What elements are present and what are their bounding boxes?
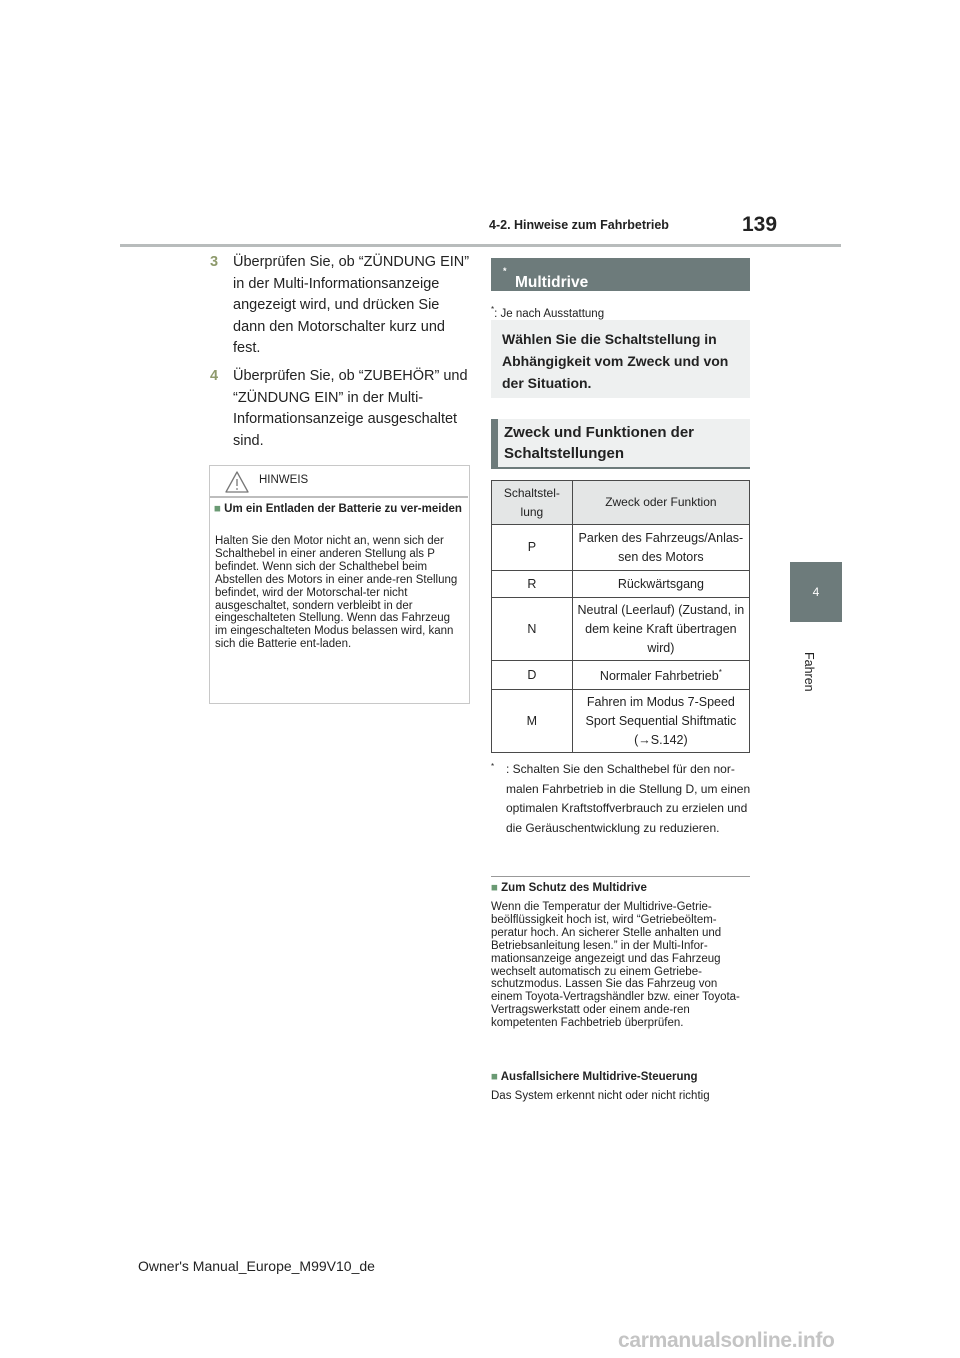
chapter-number: 4 <box>812 585 820 599</box>
section-title: 4-2. Hinweise zum Fahrbetrieb <box>489 218 669 232</box>
footnote-mark: * <box>491 305 495 314</box>
chapter-name: Fahren <box>802 652 816 692</box>
purpose-heading-underline <box>491 467 750 469</box>
table-row <box>492 598 750 661</box>
table-cell-function: Rückwärtsgang <box>572 571 749 598</box>
footer-manual-id: Owner's Manual_Europe_M99V10_de <box>138 1258 375 1274</box>
notice-title: HINWEIS <box>259 474 309 486</box>
table-cell-function-text: Normaler Fahrbetrieb <box>599 669 719 684</box>
table-row <box>492 571 750 598</box>
table-cell-position: M <box>492 690 573 753</box>
footnote-mark: * <box>491 762 495 771</box>
failsafe-body: Das System erkennt nicht oder nicht richtig <box>491 1090 710 1102</box>
step-4 <box>210 366 470 452</box>
failsafe-heading-text: Ausfallsichere Multidrive-Steuerung <box>500 1071 698 1083</box>
header-divider <box>120 244 841 247</box>
table-footnote <box>491 760 751 838</box>
availability-note-text: : Je nach Ausstattung <box>494 307 605 320</box>
table-cell-position: R <box>492 571 573 598</box>
availability-note <box>491 305 604 320</box>
table-cell-function: Parken des Fahrzeugs/Anlas-sen des Motors <box>572 525 749 571</box>
step-number: 4 <box>210 368 219 384</box>
notice-subheading <box>214 502 464 516</box>
notice-body: Halten Sie den Motor nicht an, wenn sich der Schalthebel in einer anderen Stellung als P befindet. Wenn sich der Schalthebel beim Abstellen des Motors in einer ande-ren Stellung befindet, wird der Motorschal-ter nicht ausgeschaltet, sondern verbleibt in der eingeschalteten Stellung. Wenn das Fahrzeug im eingeschalteten Modus belassen wird, kann sich die Batterie ent-laden. <box>215 535 458 651</box>
square-bullet-icon: ■ <box>491 1071 498 1083</box>
protection-heading <box>491 882 647 894</box>
square-bullet-icon: ■ <box>491 882 498 894</box>
notice-divider <box>210 496 468 498</box>
notice-subheading-text: Um ein Entladen der Batterie zu ver-meiden <box>224 503 462 515</box>
table-row <box>492 661 750 690</box>
step-text: Überprüfen Sie, ob “ZUBEHÖR” und “ZÜNDUNG EIN” in der Multi-Informationsanzeige ausgeschaltet sind. <box>233 368 468 449</box>
page-number: 139 <box>742 213 778 236</box>
shift-position-table <box>491 480 750 753</box>
select-position-text: Wählen Sie die Schaltstellung in Abhängigkeit vom Zweck und von der Situation. <box>502 331 729 391</box>
failsafe-heading <box>491 1071 698 1083</box>
table-header-position: Schaltstel-lung <box>492 481 573 525</box>
watermark: carmanualsonline.info <box>618 1329 835 1352</box>
footnote-mark: * <box>503 266 507 276</box>
square-bullet-icon: ■ <box>214 503 221 515</box>
section-divider <box>491 876 750 877</box>
table-cell-position: D <box>492 661 573 690</box>
table-row <box>492 690 750 753</box>
multidrive-heading <box>491 258 750 291</box>
table-row <box>492 525 750 571</box>
table-cell-function: Neutral (Leerlauf) (Zustand, in dem keine Kraft übertragen wird) <box>572 598 749 661</box>
protection-body: Wenn die Temperatur der Multidrive-Getrie-beölflüssigkeit hoch ist, wird “Getriebeöltem-peratur hoch. An sicherer Stelle anhalten und Betriebsanleitung lesen.” in der Multi-Infor-mationsanzeige angezeigt und das Fahrzeug wechselt automatisch zu einem Getriebe-schutzmodus. Lassen Sie das Fahrzeug von einem Toyota-Vertragshändler bzw. einer Toyota-Vertragswerkstatt oder einem ande-ren kompetenten Fachbetrieb überprüfen. <box>491 901 740 1030</box>
table-cell-position: P <box>492 525 573 571</box>
footnote-text: : Schalten Sie den Schalthebel für den nor-malen Fahrbetrieb in die Stellung D, um einen optimalen Kraftstoffverbrauch zu erzielen und die Geräuschentwicklung zu reduzieren. <box>506 762 751 835</box>
multidrive-heading-text: Multidrive <box>515 274 589 291</box>
table-cell-position: N <box>492 598 573 661</box>
table-header-row <box>492 481 750 525</box>
table-cell-function: Fahren im Modus 7-Speed Sport Sequential Shiftmatic (→S.142) <box>572 690 749 753</box>
purpose-heading: Zweck und Funktionen der Schaltstellungen <box>504 424 695 462</box>
table-cell-function <box>572 661 749 690</box>
step-number: 3 <box>210 254 219 270</box>
step-text: Überprüfen Sie, ob “ZÜNDUNG EIN” in der Multi-Informationsanzeige angezeigt wird, und drücken Sie dann den Motorschalter kurz und fest. <box>233 254 470 356</box>
table-header-function: Zweck oder Funktion <box>572 481 749 525</box>
footnote-mark: * <box>718 668 722 678</box>
warning-triangle-icon <box>224 470 250 494</box>
step-3 <box>210 252 470 360</box>
protection-heading-text: Zum Schutz des Multidrive <box>501 882 647 894</box>
